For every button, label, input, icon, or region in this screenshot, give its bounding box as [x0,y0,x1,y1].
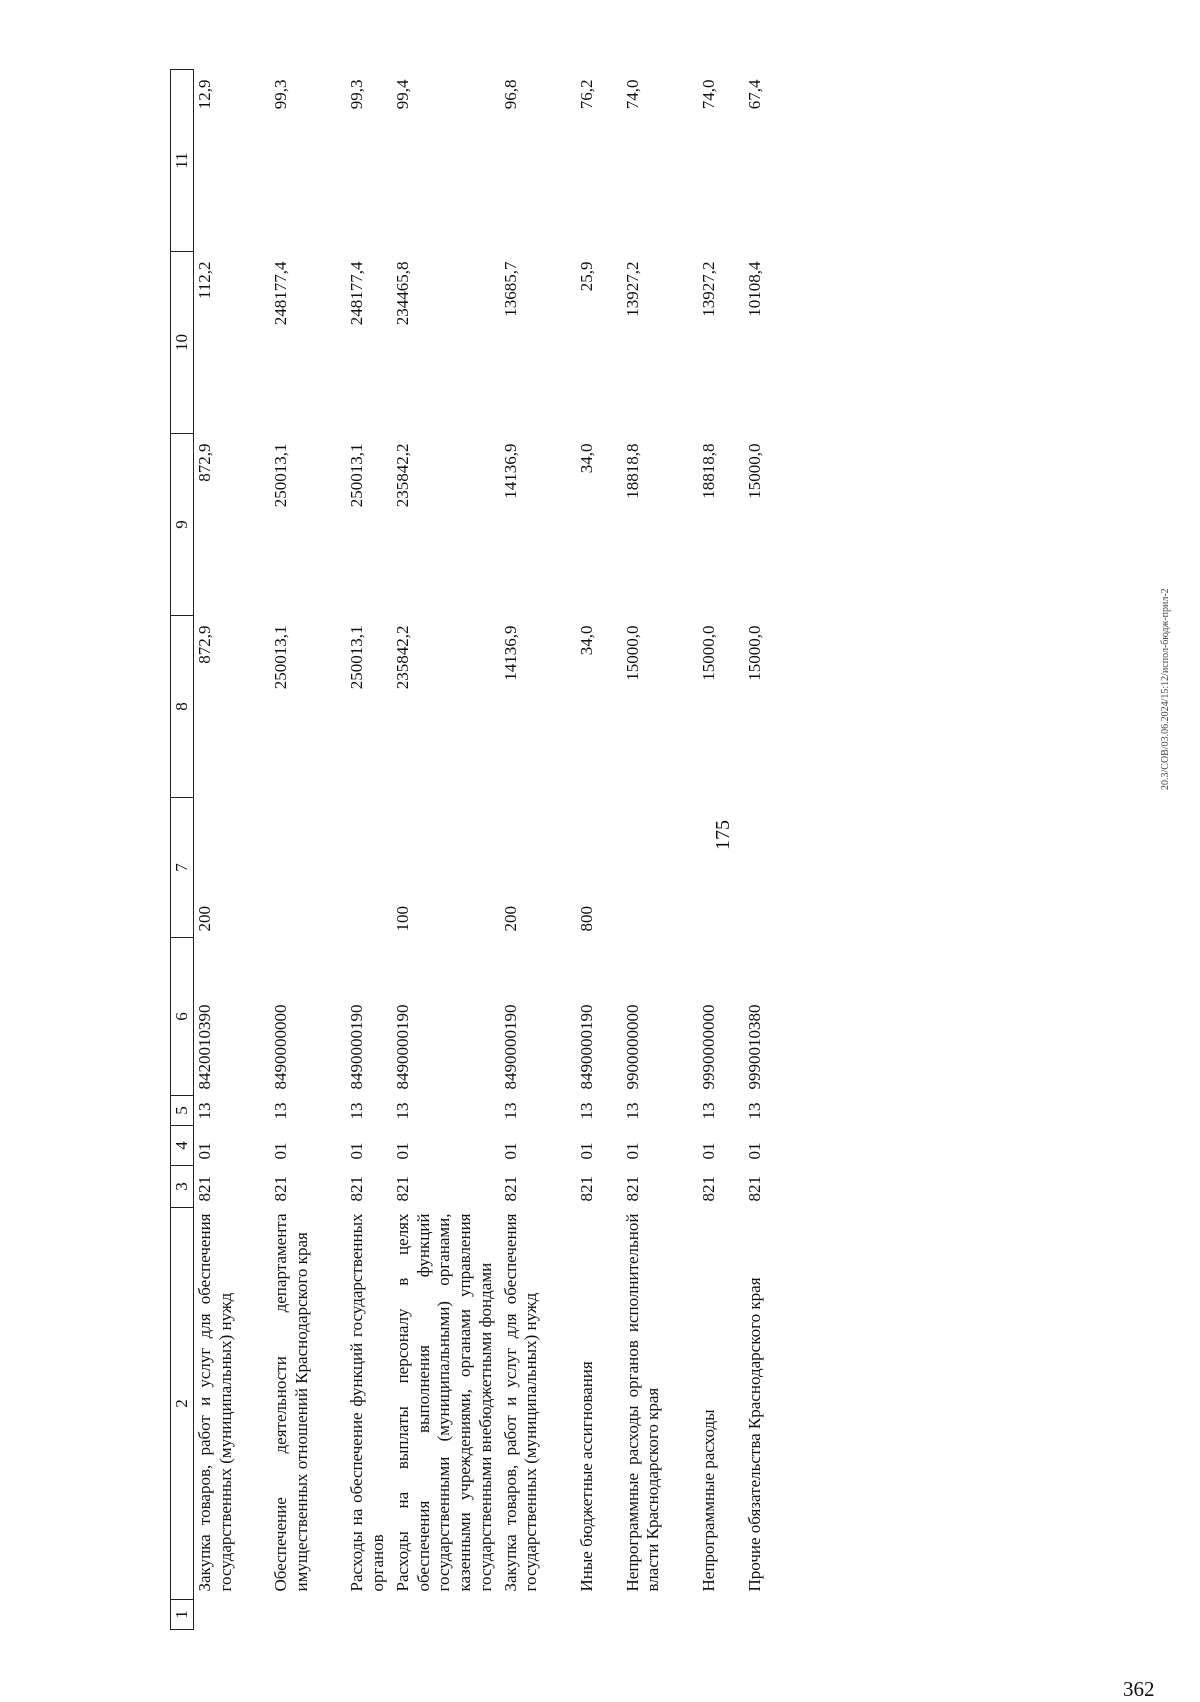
row-number-cell [741,1600,787,1630]
section-code-cell: 01 [195,1142,214,1160]
amount-cell: 13685,7 [500,261,520,317]
amount-cell: 34,0 [576,443,596,474]
section-code-cell: 01 [744,1142,764,1160]
description-cell: Обеспечение деятельности департамента имущественных отношений Краснодарского края [271,1213,311,1592]
amount-cell: 250013,1 [347,443,366,508]
row-number-cell [267,1600,343,1630]
amount-cell: 10108,4 [744,261,764,317]
row-number-cell [343,1600,389,1630]
table-row [695,70,741,1630]
header-cell: 9 [171,434,194,616]
target-article-cell: 8490000190 [576,1004,596,1090]
sheet-number: 362 [1123,1677,1155,1701]
file-reference: 20.3/СОВ/03.06.2024/15:12/испол-бюдж-прил-2 [1160,588,1171,790]
section-code-cell: 01 [347,1142,366,1160]
row-number-cell [573,1600,619,1630]
header-cell: 1 [171,1600,194,1630]
percent-cell: 96,8 [500,79,520,110]
ministry-code-cell: 821 [393,1176,412,1202]
description-cell: Прочие обязательства Краснодарского края [744,1277,764,1592]
amount-cell: 15000,0 [698,625,718,681]
amount-cell: 34,0 [576,625,596,656]
expense-type-cell: 200 [195,906,214,932]
table-row [194,70,268,1630]
amount-cell: 250013,1 [347,625,366,690]
ministry-code-cell: 821 [195,1176,214,1202]
target-article-cell: 8490000190 [500,1004,520,1090]
rotated-table-wrapper [170,70,950,1630]
expense-type-cell: 100 [393,906,412,932]
header-cell: 4 [171,1126,194,1166]
section-code-cell: 01 [698,1142,718,1160]
table-row [741,70,787,1630]
table-row [343,70,389,1630]
row-number-cell [619,1600,695,1630]
expense-type-cell [619,798,695,938]
percent-cell: 74,0 [698,79,718,110]
target-article-cell: 8420010390 [195,1004,214,1090]
ministry-code-cell: 821 [698,1176,718,1202]
section-code-cell: 01 [622,1142,642,1160]
page-number: 175 [712,820,734,850]
budget-table [170,69,787,1630]
target-article-cell: 9900000000 [622,1004,642,1090]
header-cell: 5 [171,1096,194,1126]
header-cell: 8 [171,616,194,798]
header-row [171,70,194,1630]
percent-cell: 99,4 [393,79,412,110]
amount-cell: 250013,1 [271,625,290,690]
row-number-cell [497,1600,573,1630]
amount-cell: 15000,0 [622,625,642,681]
amount-cell: 25,9 [576,261,596,292]
row-number-cell [695,1600,741,1630]
amount-cell: 250013,1 [271,443,290,508]
expense-type-cell [741,798,787,938]
amount-cell: 13927,2 [698,261,718,317]
header-cell: 6 [171,938,194,1096]
ministry-code-cell: 821 [347,1176,366,1202]
expense-type-cell [695,798,741,938]
ministry-code-cell: 821 [744,1176,764,1202]
amount-cell: 234465,8 [393,261,412,326]
section-code-cell: 01 [271,1142,290,1160]
amount-cell: 18818,8 [698,443,718,499]
subsection-code-cell: 13 [698,1102,718,1120]
amount-cell: 248177,4 [347,261,366,326]
target-article-cell: 8490000000 [271,1004,290,1090]
amount-cell: 248177,4 [271,261,290,326]
amount-cell: 872,9 [195,443,214,482]
description-cell: Иные бюджетные ассигнования [576,1361,596,1592]
row-number-cell [194,1600,268,1630]
amount-cell: 18818,8 [622,443,642,499]
target-article-cell: 9990010380 [744,1004,764,1090]
description-cell: Расходы на обеспечение функций государственных органов [347,1213,387,1592]
amount-cell: 15000,0 [744,443,764,499]
percent-cell: 67,4 [744,79,764,110]
ministry-code-cell: 821 [622,1176,642,1202]
percent-cell: 99,3 [271,79,290,110]
ministry-code-cell: 821 [576,1176,596,1202]
section-code-cell: 01 [576,1142,596,1160]
header-cell: 10 [171,252,194,434]
amount-cell: 14136,9 [500,625,520,681]
expense-type-cell: 800 [576,906,596,932]
description-cell: Непрограммные расходы органов исполнительной власти Краснодарского края [622,1213,663,1592]
percent-cell: 74,0 [622,79,642,110]
header-cell: 11 [171,70,194,252]
section-code-cell: 01 [500,1142,520,1160]
table-row [619,70,695,1630]
percent-cell: 12,9 [195,79,214,110]
ministry-code-cell: 821 [271,1176,290,1202]
table-row [389,70,497,1630]
subsection-code-cell: 13 [393,1102,412,1120]
subsection-code-cell: 13 [576,1102,596,1120]
section-code-cell: 01 [393,1142,412,1160]
subsection-code-cell: 13 [622,1102,642,1120]
row-number-cell [389,1600,497,1630]
expense-type-cell [343,798,389,938]
amount-cell: 235842,2 [393,443,412,508]
subsection-code-cell: 13 [195,1102,214,1120]
header-cell: 3 [171,1166,194,1208]
subsection-code-cell: 13 [347,1102,366,1120]
target-article-cell: 8490000190 [393,1004,412,1090]
table-row [497,70,573,1630]
percent-cell: 99,3 [347,79,366,110]
subsection-code-cell: 13 [744,1102,764,1120]
expense-type-cell: 200 [500,906,520,932]
amount-cell: 15000,0 [744,625,764,681]
description-cell: Расходы на выплаты персоналу в целях обеспечения выполнения функций государственными (муниципальными) органами, казенными учреждениями, органами управления государственными внебюджетными фондами [393,1213,495,1592]
subsection-code-cell: 13 [500,1102,520,1120]
amount-cell: 14136,9 [500,443,520,499]
amount-cell: 235842,2 [393,625,412,690]
amount-cell: 112,2 [195,261,214,300]
expense-type-cell [267,798,343,938]
header-cell: 2 [171,1208,194,1600]
description-cell: Закупка товаров, работ и услуг для обеспечения государственных (муниципальных) нужд [500,1213,541,1592]
table-row [267,70,343,1630]
amount-cell: 872,9 [195,625,214,664]
subsection-code-cell: 13 [271,1102,290,1120]
description-cell: Закупка товаров, работ и услуг для обеспечения государственных (муниципальных) нужд [195,1213,235,1592]
percent-cell: 76,2 [576,79,596,110]
ministry-code-cell: 821 [500,1176,520,1202]
target-article-cell: 8490000190 [347,1004,366,1090]
amount-cell: 13927,2 [622,261,642,317]
table-row [573,70,619,1630]
description-cell: Непрограммные расходы [698,1409,718,1592]
target-article-cell: 9990000000 [698,1004,718,1090]
header-cell: 7 [171,798,194,938]
